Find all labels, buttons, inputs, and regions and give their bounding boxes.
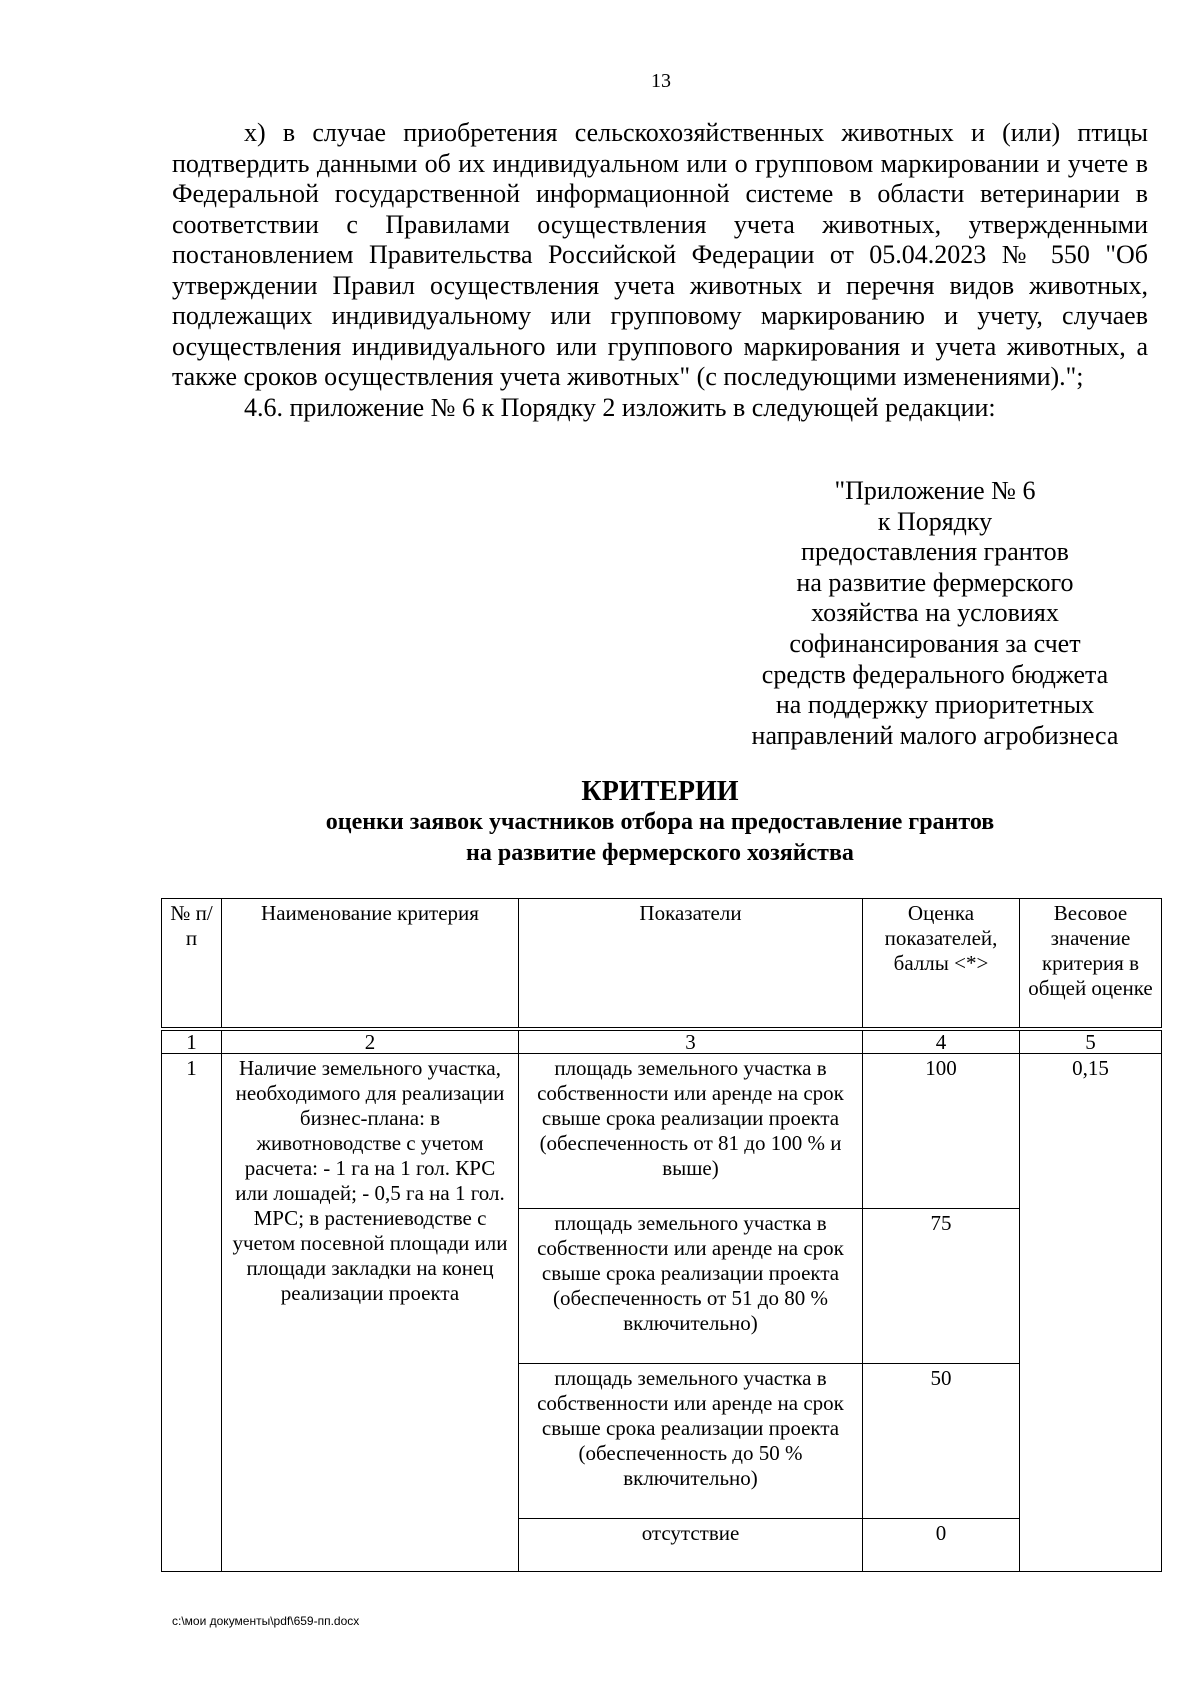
- title-main: КРИТЕРИИ: [581, 776, 739, 807]
- title-subtitle-line2: на развитие фермерского хозяйства: [466, 840, 854, 866]
- header-number: № п/п: [162, 899, 222, 1030]
- header-weight: Весовое значение критерия в общей оценке: [1020, 899, 1162, 1030]
- paragraph-4-6: 4.6. приложение № 6 к Порядку 2 изложить в следующей редакции:: [244, 392, 996, 422]
- criterion-weight: 0,15: [1020, 1054, 1162, 1572]
- indicator-text: площадь земельного участка в собственности или аренде на срок свыше срока реализации проекта (обеспеченность до 50 % включительно): [519, 1364, 863, 1519]
- appendix-line: хозяйства на условиях: [811, 598, 1059, 628]
- row-number: 1: [162, 1054, 222, 1572]
- header-criterion: Наименование критерия: [222, 899, 519, 1030]
- page-number: 13: [651, 70, 671, 92]
- paragraph-x: х) в случае приобретения сельскохозяйственных животных и (или) птицы подтвердить данными об их индивидуальном или о групповом маркировании и учете в Федеральной государственной информационной системе в области ветеринарии в соответствии с Правилами осуществления учета животных, утвержденными постановлением Правительства Российской Федерации от 05.04.2023 № 550 "Об утверждении Правил осуществления учета животных и перечня видов животных, подлежащих индивидуальному или групповому маркированию и учету, случаев осуществления индивидуального или группового маркирования и учета животных, а также сроков осуществления учета животных" (с последующими изменениями).";: [172, 118, 1148, 391]
- criteria-table: [161, 898, 1162, 1572]
- appendix-line: предоставления грантов: [801, 537, 1069, 567]
- criterion-name: Наличие земельного участка, необходимого для реализации бизнес-плана: в животноводстве с учетом расчета: - 1 га на 1 гол. КРС или лошадей; - 0,5 га на 1 гол. МРС; в растениеводстве с учетом посевной площади или площади закладки на конец реализации проекта: [222, 1054, 519, 1572]
- column-number-row: [162, 1029, 1162, 1054]
- appendix-line: "Приложение № 6: [834, 476, 1036, 505]
- appendix-line: на поддержку приоритетных: [775, 690, 1095, 720]
- indicator-text: отсутствие: [519, 1519, 863, 1572]
- footer-file-path: c:\мои документы\pdf\659-пп.docx: [172, 1614, 360, 1628]
- indicator-score: 75: [863, 1209, 1020, 1364]
- indicator-score: 0: [863, 1519, 1020, 1572]
- appendix-line: софинансирования за счет: [789, 628, 1081, 658]
- appendix-reference: [720, 476, 1150, 751]
- table-row: [162, 1054, 1162, 1209]
- column-number: 4: [863, 1029, 1020, 1054]
- indicator-text: площадь земельного участка в собственности или аренде на срок свыше срока реализации проекта (обеспеченность от 81 до 100 % и выше): [519, 1054, 863, 1209]
- document-title: [172, 776, 1148, 869]
- title-subtitle-line1: оценки заявок участников отбора на предоставление грантов: [325, 809, 995, 835]
- indicator-score: 50: [863, 1364, 1020, 1519]
- appendix-line: средств федерального бюджета: [761, 659, 1109, 689]
- body-text: [172, 118, 1148, 423]
- appendix-line: направлений малого агробизнеса: [751, 720, 1119, 750]
- indicator-text: площадь земельного участка в собственности или аренде на срок свыше срока реализации проекта (обеспеченность от 51 до 80 % включительно): [519, 1209, 863, 1364]
- header-indicators: Показатели: [519, 899, 863, 1030]
- column-number: 2: [222, 1029, 519, 1054]
- header-score: Оценка показателей, баллы <*>: [863, 899, 1020, 1030]
- indicator-score: 100: [863, 1054, 1020, 1209]
- table-header-row: [162, 899, 1162, 1030]
- column-number: 5: [1020, 1029, 1162, 1054]
- column-number: 3: [519, 1029, 863, 1054]
- column-number: 1: [162, 1029, 222, 1054]
- appendix-line: к Порядку: [877, 506, 993, 536]
- appendix-line: на развитие фермерского: [796, 567, 1074, 597]
